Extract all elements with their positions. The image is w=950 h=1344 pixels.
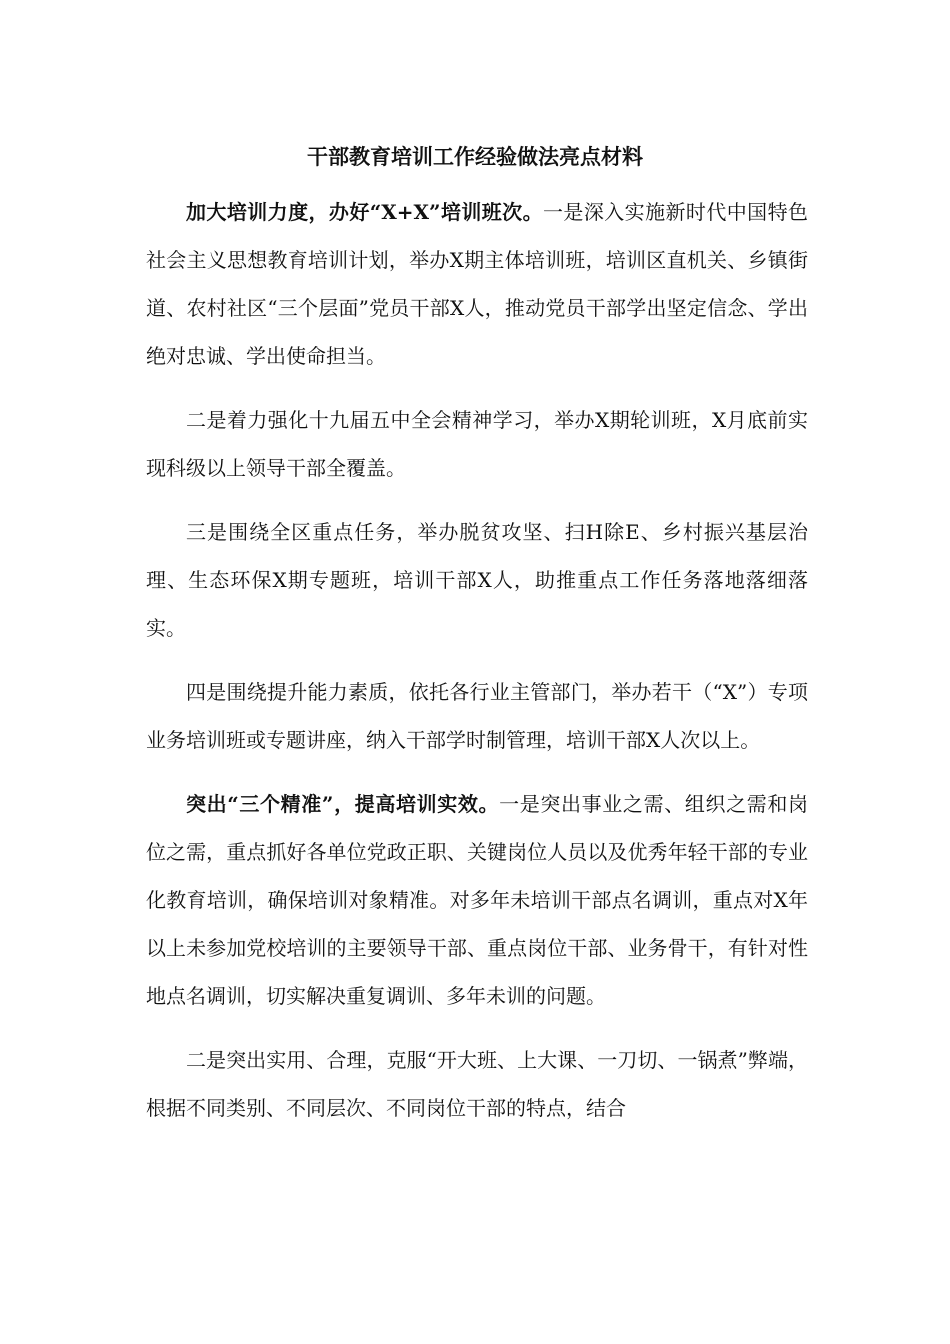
- paragraph-2: [146, 396, 808, 492]
- paragraph-3: [146, 508, 808, 652]
- paragraph-4: [146, 668, 808, 764]
- paragraph-text: 四是围绕提升能力素质，依托各行业主管部门，举办若干（“X”）专项业务培训班或专题讲座，纳入干部学时制管理，培训干部X人次以上。: [146, 680, 808, 752]
- document-title: 干部教育培训工作经验做法亮点材料: [307, 144, 643, 169]
- paragraph-lead: 加大培训力度，办好“X+X”培训班次。: [186, 200, 544, 224]
- paragraph-text: 一是深入实施新时代中国特色社会主义思想教育培训计划，举办X期主体培训班，培训区直机关、乡镇街道、农村社区“三个层面”党员干部X人，推动党员干部学出坚定信念、学出绝对忠诚、学出使命担当。: [146, 200, 808, 368]
- paragraph-lead: 突出“三个精准”，提高培训实效。: [186, 792, 500, 816]
- paragraph-6: [146, 1036, 808, 1132]
- paragraph-text: 二是突出实用、合理，克服“开大班、上大课、一刀切、一锅煮”弊端，根据不同类别、不同层次、不同岗位干部的特点，结合: [146, 1048, 808, 1120]
- paragraph-text: 一是突出事业之需、组织之需和岗位之需，重点抓好各单位党政正职、关键岗位人员以及优秀年轻干部的专业化教育培训，确保培训对象精准。对多年未培训干部点名调训，重点对X年以上未参加党校培训的主要领导干部、重点岗位干部、业务骨干，有针对性地点名调训，切实解决重复调训、多年未训的问题。: [146, 792, 808, 1008]
- document-body: [146, 188, 808, 1148]
- paragraph-5: [146, 780, 808, 1020]
- paragraph-1: [146, 188, 808, 380]
- paragraph-text: 三是围绕全区重点任务，举办脱贫攻坚、扫H除E、乡村振兴基层治理、生态环保X期专题班，培训干部X人，助推重点工作任务落地落细落实。: [146, 520, 808, 640]
- paragraph-text: 二是着力强化十九届五中全会精神学习，举办X期轮训班，X月底前实现科级以上领导干部全覆盖。: [146, 408, 808, 480]
